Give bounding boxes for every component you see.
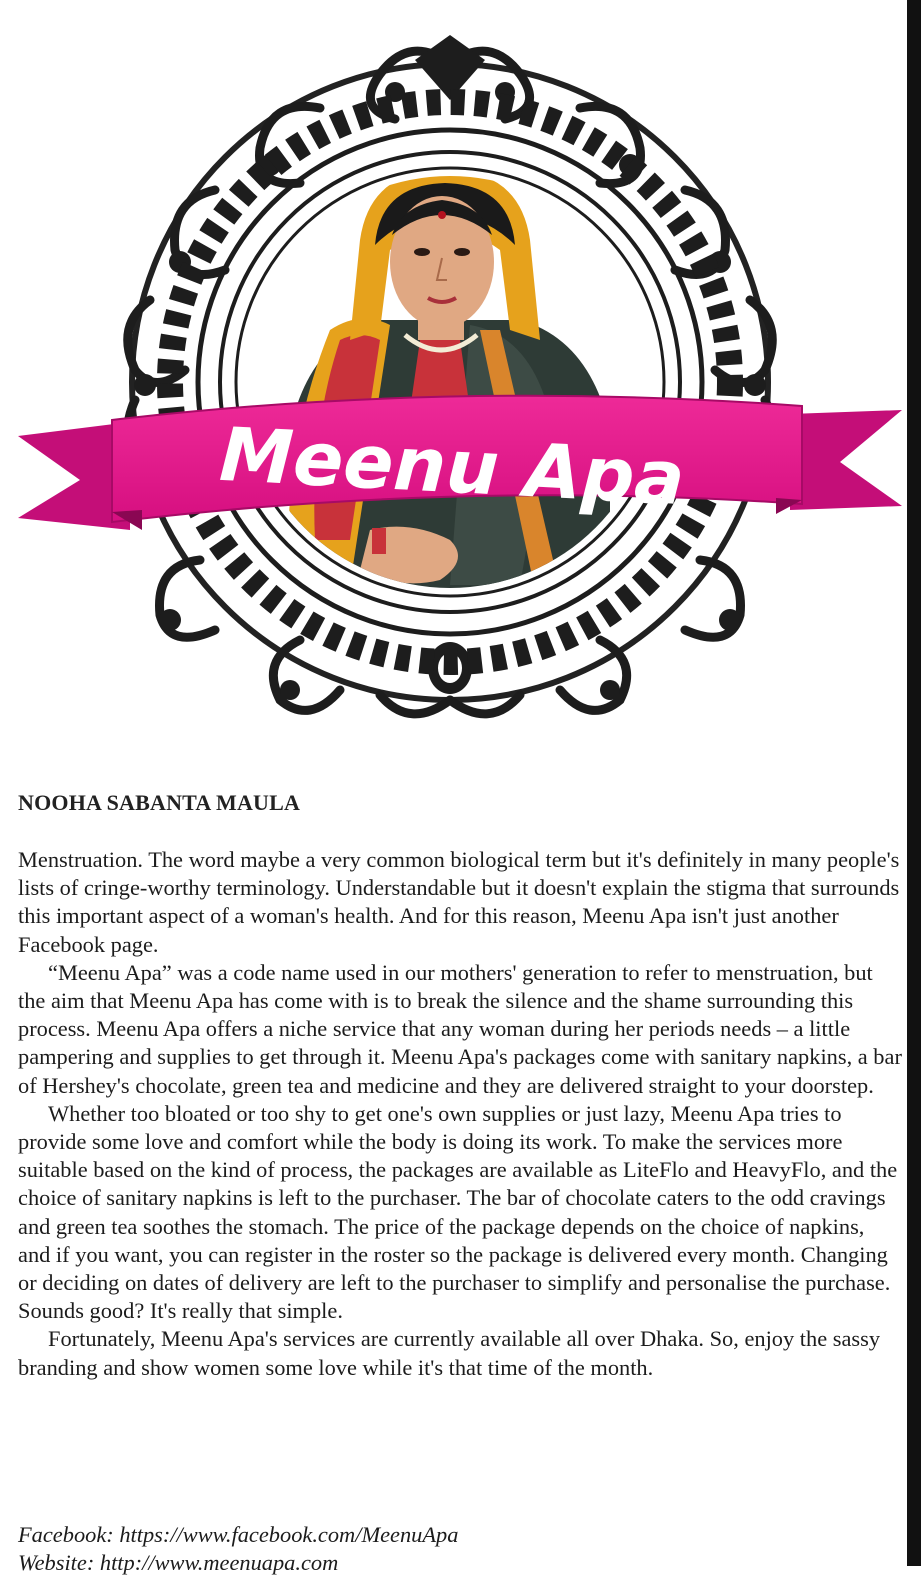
article-body [18, 846, 902, 1382]
facebook-link[interactable]: Facebook: https://www.facebook.com/MeenuApa [18, 1522, 459, 1547]
meenu-apa-logo [0, 0, 907, 760]
article-paragraph: “Meenu Apa” was a code name used in our mothers' generation to refer to menstruation, but the aim that Meenu Apa has come with is to break the silence and the shame surrounding this process. Meenu Apa offers a niche service that any woman during her periods needs – a little pampering and supplies to get through it. Meenu Apa's packages come with sanitary napkins, a bar of Hershey's chocolate, green tea and medicine and they are delivered straight to your doorstep. [18, 959, 902, 1098]
contact-links [18, 1521, 458, 1577]
logo-illustration [0, 0, 907, 760]
article-paragraph: Whether too bloated or too shy to get one's own supplies or just lazy, Meenu Apa tries to provide some love and comfort while the body is doing its work. To make the services more suitable based on the kind of process, the packages are available as LiteFlo and HeavyFlo, and the choice of sanitary napkins is left to the purchaser. The bar of chocolate caters to the odd cravings and green tea soothes the stomach. The price of the package depends on the choice of napkins, and if you want, you can register in the roster so the package is delivered every month. Changing or deciding on dates of delivery are left to the purchaser to simplify and personalise the purchase. Sounds good? It's really that simple. [18, 1100, 898, 1324]
website-link[interactable]: Website: http://www.meenuapa.com [18, 1550, 339, 1576]
article-paragraph: Fortunately, Meenu Apa's services are currently available all over Dhaka. So, enjoy the sassy branding and show women some love while it's that time of the month. [18, 1326, 881, 1380]
banner-ribbon [18, 396, 902, 530]
page-edge-bar [907, 0, 921, 1566]
article-paragraph: Menstruation. The word maybe a very common biological term but it's definitely in many people's lists of cringe-worthy terminology. Understandable but it doesn't explain the stigma that surrounds this important aspect of a woman's health. And for this reason, Meenu Apa isn't just another Facebook page. [18, 847, 900, 957]
author-byline: NOOHA SABANTA MAULA [18, 790, 301, 815]
banner-text: Meenu Apa [217, 411, 687, 523]
